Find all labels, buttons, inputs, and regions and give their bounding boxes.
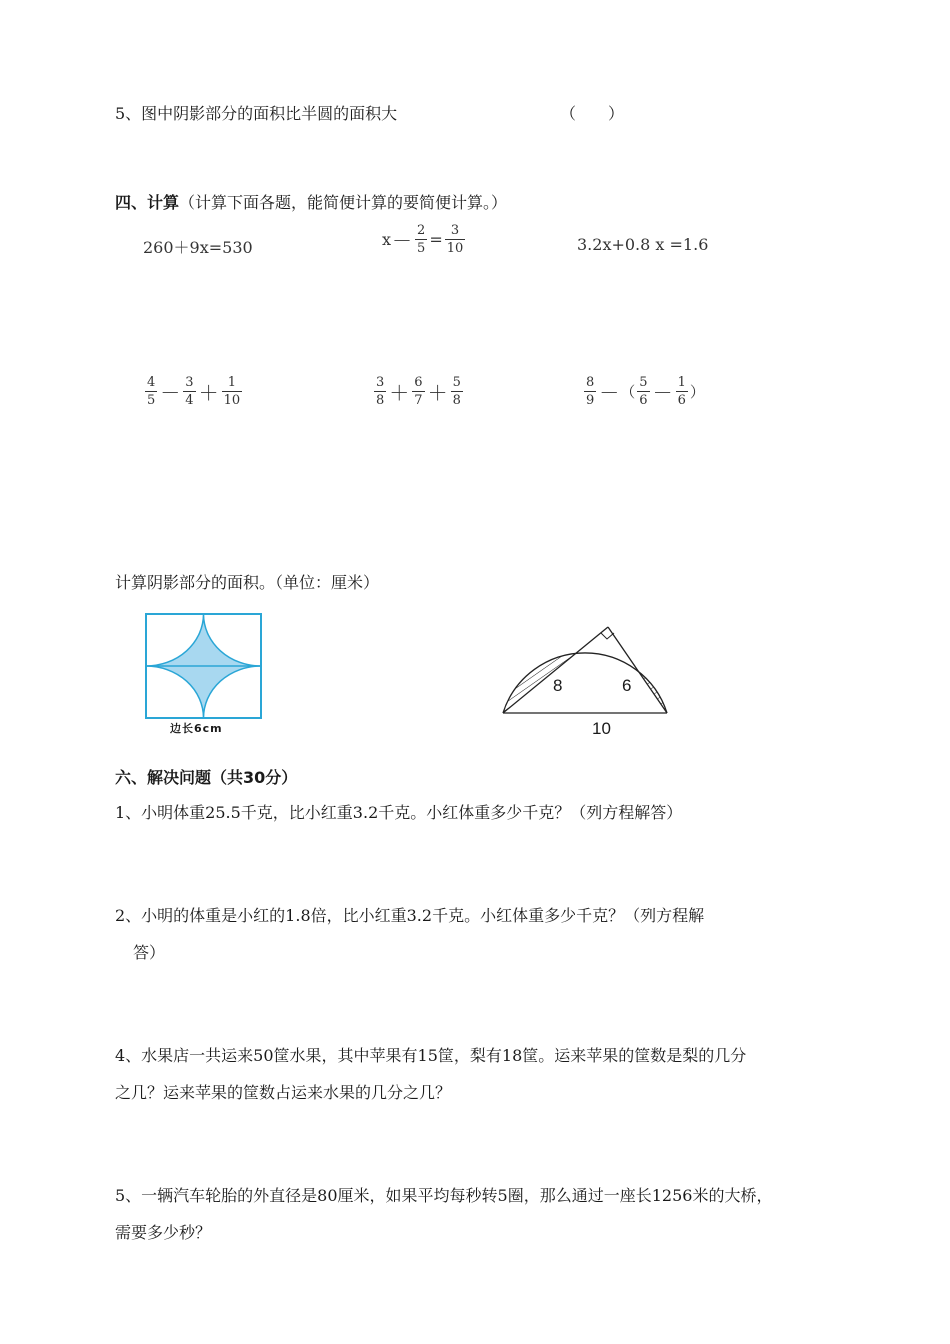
problem-5-continued: 需要多少秒？: [115, 1223, 212, 1242]
figure-2-label-10: 10: [592, 719, 611, 738]
triangle-side-8: [503, 627, 608, 713]
problem-2-continued: 答）: [133, 943, 166, 962]
problem-2: 2、小明的体重是小红的1.8倍，比小红重3.2千克。小红体重多少千克？（列方程解: [115, 906, 705, 925]
triangle-side-6: [608, 627, 667, 713]
shaded-area-title: 计算阴影部分的面积。（单位：厘米）: [115, 573, 380, 592]
expression-1: $\frac{4}{5}$ － $\frac{3}{4}$ ＋ $\frac{1}{10}$: [147, 375, 241, 408]
figure-semicircle-triangle: [495, 622, 680, 722]
section-calc-note: （计算下面各题，能简便计算的要简便计算。）: [179, 193, 508, 212]
problem-4: 4、水果店一共运来50筐水果，其中苹果有15筐，梨有18筐。运来苹果的筐数是梨的几分: [115, 1046, 747, 1065]
equation-2: x－ $\frac{2}{5}$ = $\frac{3}{10}$: [382, 223, 464, 256]
equation-3: 3.2x+0.8 x =1.6: [577, 235, 709, 254]
section-calc-title: 四、计算: [115, 193, 180, 212]
problem-1: 1、小明体重25.5千克，比小红重3.2千克。小红体重多少千克？（列方程解答）: [115, 803, 683, 822]
fraction-4-5: $\frac{4}{5}$: [147, 375, 156, 408]
expression-2: $\frac{3}{8}$ ＋ $\frac{6}{7}$ ＋ $\frac{5}{8}$: [376, 375, 461, 408]
fraction-2-5: $\frac{2}{5}$: [417, 223, 426, 256]
fraction-8-9: $\frac{8}{9}$: [586, 375, 595, 408]
judgment-item-5-answer-blank[interactable]: （ ）: [560, 104, 625, 123]
fraction-3-8: $\frac{3}{8}$: [376, 375, 385, 408]
problem-5: 5、一辆汽车轮胎的外直径是80厘米，如果平均每秒转5圈，那么通过一座长1256米的大桥，: [115, 1186, 773, 1205]
judgment-item-5-text: 5、图中阴影部分的面积比半圆的面积大: [115, 104, 398, 123]
figure-2-label-8: 8: [553, 676, 563, 695]
judgment-item-5: [115, 101, 397, 124]
section-calc-heading: [115, 190, 507, 213]
figure-1-caption: 边长6cm: [170, 722, 223, 735]
fraction-1-10: $\frac{1}{10}$: [223, 375, 241, 408]
fraction-3-4: $\frac{3}{4}$: [185, 375, 194, 408]
equation-1: 260＋9x=530: [143, 238, 253, 257]
figure-2-label-6: 6: [622, 676, 632, 695]
fraction-1-6: $\frac{1}{6}$: [677, 375, 686, 408]
fraction-6-7: $\frac{6}{7}$: [414, 375, 423, 408]
fraction-5-8: $\frac{5}{8}$: [452, 375, 461, 408]
fraction-3-10: $\frac{3}{10}$: [446, 223, 464, 256]
section-problems-heading: 六、解决问题（共30分）: [115, 768, 298, 787]
expression-3: $\frac{8}{9}$ －（ $\frac{5}{6}$ － $\frac{1}{6}$ ）: [586, 375, 705, 408]
fraction-5-6: $\frac{5}{6}$: [639, 375, 648, 408]
problem-4-continued: 之几？运来苹果的筐数占运来水果的几分之几？: [115, 1083, 452, 1102]
